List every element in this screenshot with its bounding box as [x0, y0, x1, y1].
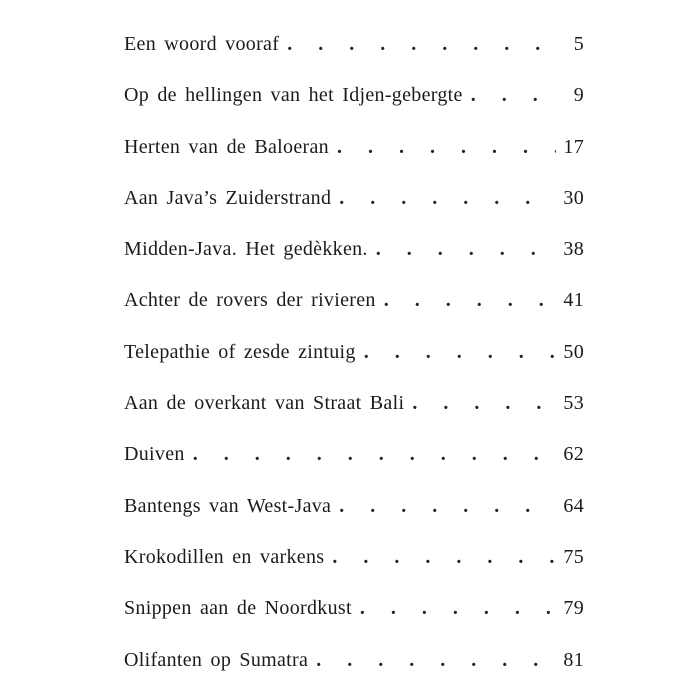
toc-entry-page-number: 38 [563, 238, 584, 261]
toc-entry-page-number: 5 [573, 33, 584, 55]
toc-entry-page-number: 50 [563, 340, 584, 363]
toc-entry-page-number: 81 [563, 648, 584, 671]
dot-leader [287, 33, 556, 56]
dot-leader [339, 187, 556, 210]
toc-entry-page-number: 30 [563, 186, 584, 209]
toc-entry-title: Duiven [124, 443, 185, 466]
dot-leader [364, 341, 556, 364]
dot-leader [471, 84, 556, 107]
toc-entry-title: Midden-Java. Het gedèkken. [124, 238, 368, 261]
toc-entry-title: Snippen aan de Noordkust [124, 597, 352, 620]
toc-entry [124, 33, 584, 84]
dot-leader [339, 495, 556, 518]
table-of-contents [124, 33, 584, 700]
toc-entry [124, 392, 584, 443]
dot-leader [376, 238, 556, 261]
toc-entry [124, 597, 584, 648]
toc-entry-title: Telepathie of zesde zintuig [124, 340, 356, 363]
toc-entry-title: Krokodillen en varkens [124, 545, 325, 568]
toc-entry-page-number: 17 [563, 135, 584, 158]
toc-entry [124, 649, 584, 700]
toc-entry [124, 443, 584, 494]
toc-entry-title: Aan Java’s Zuiderstrand [124, 186, 332, 209]
toc-entry-page-number: 75 [563, 545, 584, 568]
dot-leader [332, 546, 556, 569]
toc-entry-title: Een woord vooraf [124, 33, 280, 55]
toc-entry-page-number: 79 [563, 597, 584, 620]
toc-entry-title: Op de hellingen van het Idjen-gebergte [124, 84, 463, 107]
toc-entry [124, 546, 584, 597]
toc-entry [124, 136, 584, 187]
toc-entry-page-number: 9 [573, 84, 584, 107]
toc-entry-page-number: 62 [563, 443, 584, 466]
toc-entry-page-number: 41 [563, 289, 584, 312]
toc-entry-page-number: 64 [563, 494, 584, 517]
toc-entry [124, 84, 584, 135]
dot-leader [193, 443, 556, 466]
toc-entry [124, 187, 584, 238]
dot-leader [412, 392, 556, 415]
toc-entry-title: Achter de rovers der rivieren [124, 289, 376, 312]
toc-entry [124, 238, 584, 289]
toc-entry [124, 495, 584, 546]
dot-leader [360, 597, 556, 620]
toc-entry [124, 289, 584, 340]
toc-entry-title: Herten van de Baloeran [124, 135, 329, 158]
dot-leader [337, 136, 556, 159]
toc-entry-title: Olifanten op Sumatra [124, 648, 309, 671]
toc-entry-title: Aan de overkant van Straat Bali [124, 392, 405, 415]
dot-leader [316, 649, 556, 672]
dot-leader [384, 289, 556, 312]
toc-entry-page-number: 53 [563, 392, 584, 415]
toc-entry [124, 341, 584, 392]
toc-entry-title: Bantengs van West-Java [124, 494, 332, 517]
